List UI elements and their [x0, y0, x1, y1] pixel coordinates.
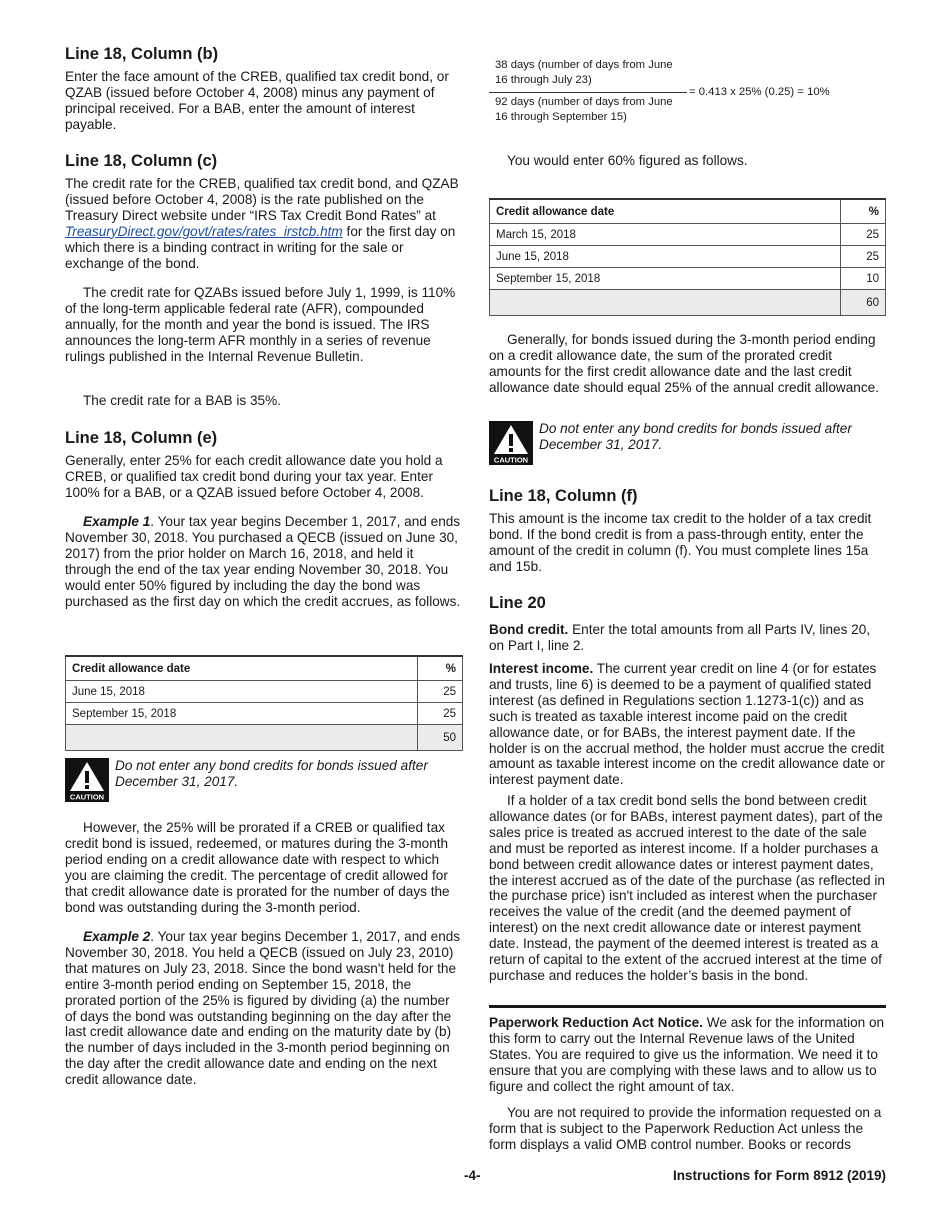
table-cell-pct: 25 — [841, 246, 886, 268]
bond-credit-label: Bond credit. — [489, 622, 569, 637]
caution-icon-label: CAUTION — [69, 792, 105, 802]
table-row — [490, 224, 886, 246]
para-line-18-col-c-start: The credit rate for the CREB, qualified tax credit bond, and QZAB (issued before October 4, 2008) is the rate published on the Treasury Direct website under “IRS Tax Credit Bond Rates” at — [65, 176, 459, 223]
fraction-denominator: 92 days (number of days from June 16 through September 15) — [495, 96, 673, 123]
para-qzab-rate: The credit rate for QZABs issued before July 1, 1999, is 110% of the long-term applicable federal rate (AFR), compounded annually, for the month and year the bond is issued. The IRS announces the long-term AFR monthly in a series of revenue rulings published in the Internal Revenue Bulletin. — [65, 285, 456, 364]
fraction-result: = 0.413 x 25% (0.25) = 10% — [689, 86, 830, 98]
table-row — [490, 246, 886, 268]
para-prorate: However, the 25% will be prorated if a CREB or qualified tax credit bond is issued, redeemed, or matures during the 3-month period ending on a credit allowance date with respect to which you are claiming the credit. The percentage of credit allowed for that credit allowance date is prorated for the number of days the bond was outstanding during the 3-month period. — [65, 820, 450, 915]
para-line-18-col-c — [65, 176, 463, 271]
table-cell-date: September 15, 2018 — [490, 268, 841, 290]
para-omb: You are not required to provide the information requested on a form that is subject to the Paperwork Reduction Act unless the form displays a valid OMB control number. Books or records — [489, 1105, 882, 1152]
table-total-blank — [490, 290, 841, 316]
table-header-row — [66, 656, 463, 681]
fraction-numerator: 38 days (number of days from June 16 through July 23) — [495, 59, 673, 86]
table-credit-allowance-2 — [489, 198, 886, 316]
footer-form-title: Instructions for Form 8912 (2019) — [672, 1168, 886, 1183]
example-1 — [65, 514, 463, 609]
proration-fraction — [489, 58, 879, 128]
table-row — [490, 268, 886, 290]
table-cell-pct: 25 — [418, 703, 463, 725]
table-cell-date: September 15, 2018 — [66, 703, 418, 725]
para-bond-credit — [489, 622, 886, 654]
table-header-row — [490, 199, 886, 224]
para-line-18-col-e: Generally, enter 25% for each credit allowance date you hold a CREB, or qualified tax credit bond during your tax year. Enter 100% for a BAB, or a QZAB issued before October 4, 2008. — [65, 453, 443, 500]
fraction-bar — [489, 92, 687, 93]
caution-text: Do not enter any bond credits for bonds issued after December 31, 2017. — [539, 421, 852, 452]
section-divider — [489, 1005, 886, 1008]
para-enter-60: You would enter 60% figured as follows. — [507, 153, 748, 168]
caution-notice — [65, 758, 445, 802]
interest-income-label: Interest income. — [489, 661, 594, 676]
example-2-text: . Your tax year begins December 1, 2017, and ends November 30, 2018. You held a QECB (issued on July 23, 2010) that matures on July 23, 2018. Since the bond wasn't held for the entire 3-month period ending on September 15, 2018, the prorated portion of the 25% is figured by dividing (a) the number of days the bond was outstanding beginning on the day after the last credit allowance date and ending on the maturity date by (b) the number of days included in the 3-month period beginning on the day after the credit allowance date and ending on the next credit allowance date. — [65, 929, 461, 1088]
paperwork-reduction-text: We ask for the information on this form to carry out the Internal Revenue laws of the United States. You are required to give us the information. We need it to ensure that you are complying with these laws and to allow us to figure and collect the right amount of tax. — [489, 1015, 885, 1094]
heading-line-18-col-e: Line 18, Column (e) — [65, 429, 218, 447]
caution-text: Do not enter any bond credits for bonds issued after December 31, 2017. — [115, 758, 428, 789]
caution-icon — [65, 758, 109, 802]
table-cell-pct: 25 — [418, 681, 463, 703]
table-cell-pct: 25 — [841, 224, 886, 246]
table-total-pct: 60 — [841, 290, 886, 316]
para-line-18-col-b: Enter the face amount of the CREB, qualified tax credit bond, or QZAB (issued before October 4, 2008) minus any payment of principal received. For a BAB, enter the amount of interest payable. — [65, 69, 449, 132]
table-row — [66, 703, 463, 725]
table-row — [66, 681, 463, 703]
table-cell-date: June 15, 2018 — [66, 681, 418, 703]
table-header-pct: % — [418, 656, 463, 681]
example-2-label: Example 2 — [83, 929, 151, 944]
table-total-blank — [66, 725, 418, 751]
heading-line-18-col-c: Line 18, Column (c) — [65, 152, 218, 170]
page-number: -4- — [464, 1168, 481, 1183]
example-1-text: . Your tax year begins December 1, 2017, and ends November 30, 2018. You purchased a QECB (issued on June 30, 2017) from the prior holder on March 16, 2018, and held it through the end of the tax year ending November 30, 2018. You would enter 50% figured by including the day the bond was purchased as the first day on which the credit accrues, as follows. — [65, 514, 461, 609]
table-header-date: Credit allowance date — [490, 199, 841, 224]
para-line-18-col-f: This amount is the income tax credit to the holder of a tax credit bond. If the bond credit is from a pass-through entity, enter the amount of the credit in column (f). You must complete lines 15a and 15b. — [489, 511, 872, 574]
paperwork-reduction-label: Paperwork Reduction Act Notice. — [489, 1015, 704, 1030]
caution-icon-label: CAUTION — [493, 455, 529, 465]
caution-icon — [489, 421, 533, 465]
heading-line-18-col-f: Line 18, Column (f) — [489, 487, 638, 505]
example-1-label: Example 1 — [83, 514, 151, 529]
heading-line-20: Line 20 — [489, 594, 546, 612]
bond-credit-text: Enter the total amounts from all Parts IV, lines 20, on Part I, line 2. — [489, 622, 871, 653]
table-header-pct: % — [841, 199, 886, 224]
table-cell-date: June 15, 2018 — [490, 246, 841, 268]
table-total-row — [490, 290, 886, 316]
para-paperwork-reduction — [489, 1015, 886, 1095]
table-total-pct: 50 — [418, 725, 463, 751]
treasury-direct-link[interactable]: TreasuryDirect.gov/govt/rates/rates_irstcb.htm — [65, 223, 343, 239]
table-cell-date: March 15, 2018 — [490, 224, 841, 246]
table-credit-allowance-1 — [65, 655, 463, 751]
heading-line-18-col-b: Line 18, Column (b) — [65, 45, 219, 63]
para-generally: Generally, for bonds issued during the 3-month period ending on a credit allowance date, the sum of the prorated credit amounts for the first credit allowance date and the last credit allowance date should equal 25% of the annual credit allowance. — [489, 332, 879, 395]
table-total-row — [66, 725, 463, 751]
para-line-18-col-c-end: for the first day on which there is a binding contract in writing for the sale or exchange of the bond. — [65, 223, 456, 271]
para-interest-income — [489, 661, 886, 788]
interest-income-text: The current year credit on line 4 (or for estates and trusts, line 6) is deemed to be a payment of qualified stated interest (as defined in Regulations section 1.1273-1(c)) and as such is treated as taxable interest income paid on the credit allowance date, or for BABs, the interest payment date. If the holder is on the accrual method, the holder must accrue the credit amount as taxable interest income on the credit allowance date or interest payment date. — [489, 661, 885, 788]
example-2 — [65, 929, 463, 1088]
table-cell-pct: 10 — [841, 268, 886, 290]
caution-notice — [489, 421, 869, 465]
para-holder-sells: If a holder of a tax credit bond sells the bond between credit allowance dates (or for BABs, interest payment dates), part of the sales price is treated as accrued interest to the date of the sale and must be reported as interest income. If a holder purchases a bond between credit allowance dates or interest payment dates, the interest accrued as of the date of the purchase (as reflected in the purchase price) isn't included as interest when the purchaser receives the value of the credit (and the deemed payment of interest) on the next credit allowance date or interest payment date. Instead, the payment of the deemed interest is treated as a return of capital to the extent of the accrued interest at the time of purchase and reduces the holder’s basis in the bond. — [489, 793, 885, 983]
table-header-date: Credit allowance date — [66, 656, 418, 681]
para-bab-rate: The credit rate for a BAB is 35%. — [83, 393, 281, 408]
